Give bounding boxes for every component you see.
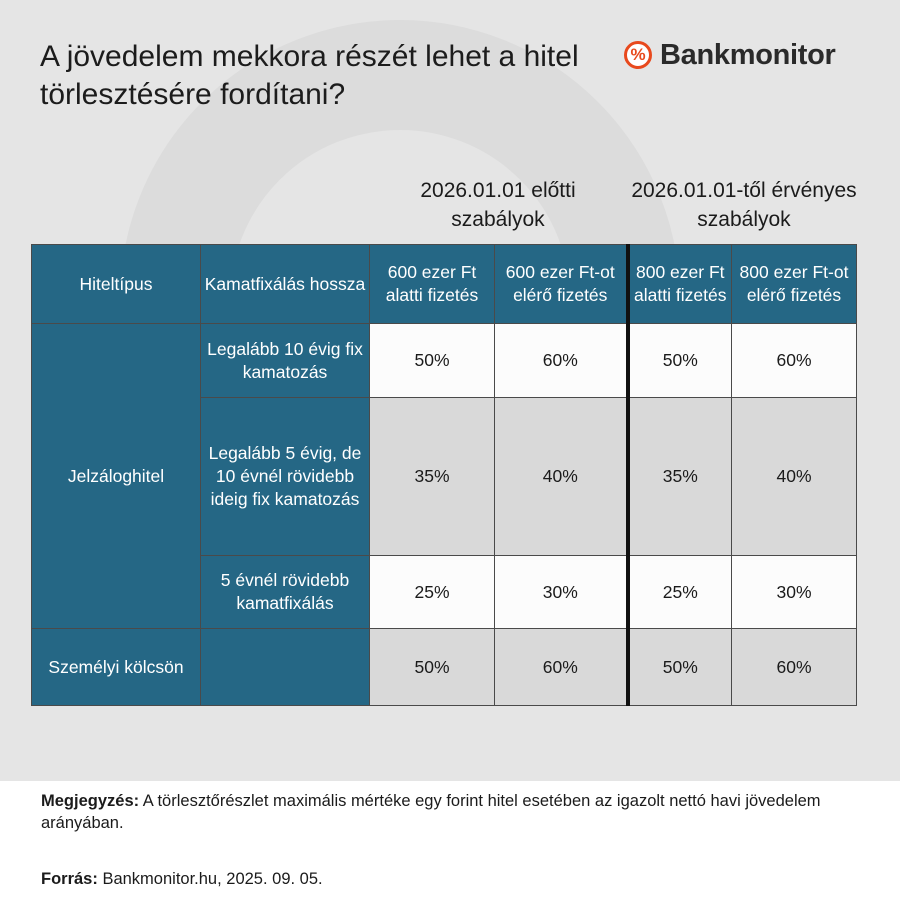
source: [41, 868, 323, 890]
table-cell: 40%: [495, 398, 628, 556]
personal-loan-label: Személyi kölcsön: [32, 629, 201, 706]
table-cell: 60%: [495, 324, 628, 398]
note: [41, 790, 841, 834]
table-cell: 25%: [370, 556, 495, 629]
table-cell: 50%: [370, 629, 495, 706]
rules-table: [31, 244, 857, 706]
header-loan-type: Hiteltípus: [32, 245, 201, 324]
page-title: A jövedelem mekkora részét lehet a hitel törlesztésére fordítani?: [40, 40, 579, 111]
mortgage-label: Jelzáloghitel: [32, 324, 201, 629]
table-cell: 25%: [628, 556, 732, 629]
table-cell: 35%: [628, 398, 732, 556]
table-cell: 60%: [495, 629, 628, 706]
table-row: [32, 324, 857, 398]
brand-logo: [624, 38, 836, 72]
source-text: Bankmonitor.hu, 2025. 09. 05.: [97, 870, 323, 888]
table-cell: 40%: [732, 398, 857, 556]
note-text: A törlesztőrészlet maximális mértéke egy forint hitel esetében az igazolt nettó havi jövedelem arányában.: [41, 792, 821, 832]
group-header-before: 2026.01.01 előtti szabályok: [420, 179, 576, 231]
header-before-low: 600 ezer Ft alatti fizetés: [370, 245, 495, 324]
header-after-high: 800 ezer Ft-ot elérő fizetés: [732, 245, 857, 324]
header-before-high: 600 ezer Ft-ot elérő fizetés: [495, 245, 628, 324]
table-cell: 50%: [628, 629, 732, 706]
fixing-label: Legalább 5 évig, de 10 évnél rövidebb ideig fix kamatozás: [201, 398, 370, 556]
group-header-after: 2026.01.01-től érvényes szabályok: [631, 179, 857, 231]
fixing-label: 5 évnél rövidebb kamatfixálás: [201, 556, 370, 629]
table-cell: 60%: [732, 324, 857, 398]
footer: [0, 781, 900, 900]
table-cell: 50%: [628, 324, 732, 398]
table-cell: 60%: [732, 629, 857, 706]
table-cell: 30%: [495, 556, 628, 629]
source-label: Forrás:: [41, 870, 98, 888]
table-header-row: [32, 245, 857, 324]
fixing-label-empty: [201, 629, 370, 706]
table-cell: 35%: [370, 398, 495, 556]
percent-logo-icon: %: [624, 41, 652, 69]
table-cell: 50%: [370, 324, 495, 398]
brand-name: Bankmonitor: [660, 38, 836, 71]
table-cell: 30%: [732, 556, 857, 629]
table-row: [32, 629, 857, 706]
header-fixing: Kamatfixálás hossza: [201, 245, 370, 324]
note-label: Megjegyzés:: [41, 792, 140, 810]
header-after-low: 800 ezer Ft alatti fizetés: [628, 245, 732, 324]
fixing-label: Legalább 10 évig fix kamatozás: [201, 324, 370, 398]
